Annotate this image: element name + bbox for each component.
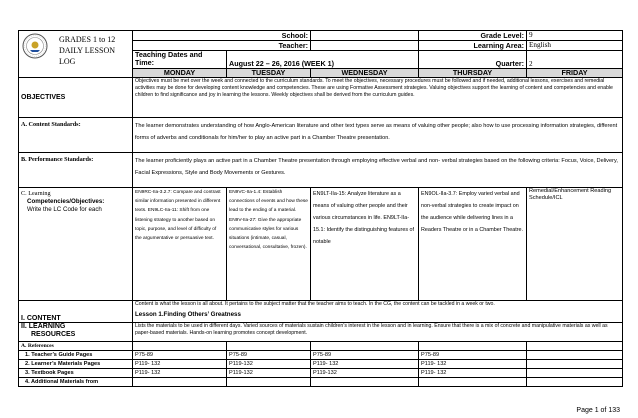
table-row: 4. Additional Materials from [19,378,623,387]
page-number: Page 1 of 133 [576,407,620,414]
competencies-label: C. Learning Competencies/Objectives: Write the LC Code for each [19,188,133,301]
day-friday: FRIDAY [527,69,623,78]
doc-type-line2: LOG [59,57,76,66]
deped-seal-icon [22,33,48,59]
day-thursday: THURSDAY [419,69,527,78]
table-row: 3. Textbook Pages P119- 132 P119-132 P119-132 P119- 132 [19,369,623,378]
learning-area-label: Learning Area: [419,41,527,51]
content-standards-text: The learner demonstrates understanding of how Anglo-American literature and other text types serve as means of valuing other people; also how to use processing information strategies, different forms of adverbs and conditionals for him/her to play an active part in a Chamber Theatre presentation. [133,118,623,153]
school-label: School: [133,31,311,41]
learning-area-value: English [527,41,623,51]
teacher-value [311,41,419,51]
competency-wednesday: EN9LT-IIa-15: Analyze literature as a means of valuing other people and their various circumstances in life. EN9LT-IIa-15.1: Identify the distinguishing features of notable [311,188,419,301]
grade-level-label: Grade Level: [419,31,527,41]
doc-type-line1: DAILY LESSON [59,46,116,55]
title-block [19,31,133,78]
content-cell [133,301,623,323]
learning-resources-label: II. LEARNING RESOURCES [19,323,133,342]
objectives-text: Objectives must be met over the week and connected to the curriculum standards. To meet the objectives, necessary procedures must be followed and if needed, additional lessons, exercises and remedial activities may be done for developing content knowledge and competencies. These are using Formative Assessment strategies. Valuing objectives support the learning of content and competencies and enable children to find significance and joy in learning the lessons. Weekly objectives shall be derived from the curriculum guides. [133,78,623,118]
competency-friday: Remedial/Enhancement Reading Schedule/ICL [527,188,623,301]
school-value [311,31,419,41]
day-wednesday: WEDNESDAY [311,69,419,78]
day-monday: MONDAY [133,69,227,78]
lesson-title: Lesson 1.Finding Others’ Greatness [135,311,241,318]
table-row: 2. Learner’s Materials Pages P119- 132 P119-132 P119- 132 P119- 132 [19,360,623,369]
performance-standards-label: B. Performance Standards: [19,153,133,188]
grade-level-value: 9 [527,31,623,41]
content-label: I. CONTENT [19,301,133,323]
quarter-label: Quarter: [419,51,527,69]
teacher-label: Teacher: [133,41,311,51]
teaching-dates-label: Teaching Dates and Time: [133,51,227,69]
competency-tuesday: EN9VC-IIa-1.4: Establish connections of events and how these lead to the ending of a material. EN9V-IIa-27: Give the appropriate communicative styles for various situations (intimate, casual, conversational, consultative, frozen). [227,188,311,301]
teaching-dates-value: August 22 – 26, 2016 (WEEK 1) [227,51,419,69]
competency-monday: EN9RC-IIa-3.2.7: Compare and contrast similar information presented in different texts. EN9LC-IIa-11: Shift from one listening strategy to another based on topic, purpose, and level of difficulty of the argumentative or persuasive text. [133,188,227,301]
content-standards-label: A. Content Standards: [19,118,133,153]
performance-standards-text: The learner proficiently plays an active part in a Chamber Theatre presentation through employing effective verbal and non- verbal strategies based on the following criteria: Focus, Voice, Delivery, Facial Expressions, Style and Body Movements or Gestures. [133,153,623,188]
references-label: A. References [19,342,133,351]
quarter-value: 2 [527,51,623,69]
content-note: Content is what the lesson is all about. It pertains to the subject matter that the teacher aims to teach. In the CG, the content can be tackled in a week or two. [135,301,495,307]
day-tuesday: TUESDAY [227,69,311,78]
daily-lesson-log [18,30,622,387]
grades-label: GRADES 1 to 12 [59,35,116,44]
competency-thursday: EN9OL-IIa-3.7: Employ varied verbal and non-verbal strategies to create impact on the audience while delivering lines in a Readers Theatre or in a Chamber Theatre. [419,188,527,301]
objectives-label: OBJECTIVES [19,78,133,118]
learning-resources-text: Lists the materials to be used in different days. Varied sources of materials sustain children’s interest in the lesson and in learning. Ensure that there is a mix of concrete and manipulative materials as well as paper-based materials. Hands-on learning promotes concept development. [133,323,623,342]
table-row: 1. Teacher’s Guide Pages P75-89 P75-89 P75-89 P75-89 [19,351,623,360]
